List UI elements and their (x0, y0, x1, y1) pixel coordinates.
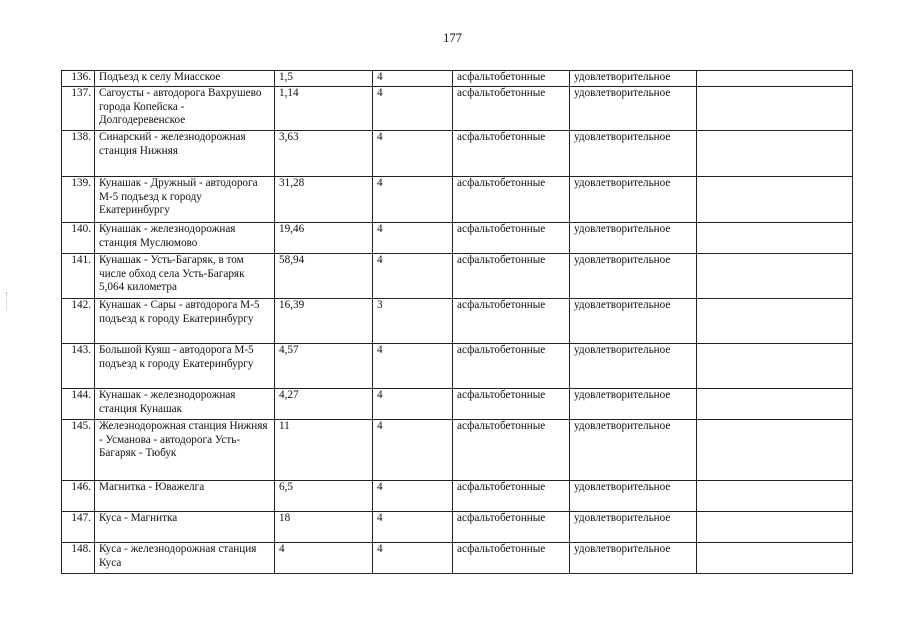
cell-length: 19,46 (275, 223, 373, 254)
cell-road-name: Куса - железнодорожная станция Куса (95, 543, 275, 574)
cell-condition: удовлетворительное (570, 512, 697, 543)
cell-length: 6,5 (275, 481, 373, 512)
cell-condition: удовлетворительное (570, 299, 697, 344)
cell-condition: удовлетворительное (570, 420, 697, 481)
cell-number: 148. (62, 543, 95, 574)
cell-category: 4 (373, 389, 453, 420)
cell-category: 4 (373, 344, 453, 389)
cell-number: 147. (62, 512, 95, 543)
cell-extra (697, 389, 853, 420)
cell-category: 4 (373, 131, 453, 177)
cell-surface: асфальтобетонные (453, 223, 570, 254)
cell-number: 145. (62, 420, 95, 481)
cell-road-name: Кунашак - Усть-Багаряк, в том числе обход села Усть-Багаряк 5,064 километра (95, 254, 275, 299)
margin-mark (6, 292, 8, 310)
cell-number: 140. (62, 223, 95, 254)
cell-length: 16,39 (275, 299, 373, 344)
table-row (62, 177, 853, 223)
cell-category: 4 (373, 254, 453, 299)
cell-surface: асфальтобетонные (453, 131, 570, 177)
cell-surface: асфальтобетонные (453, 543, 570, 574)
table-body (62, 71, 853, 574)
cell-condition: удовлетворительное (570, 481, 697, 512)
cell-length: 4 (275, 543, 373, 574)
cell-road-name: Железнодорожная станция Нижняя - Усманова - автодорога Усть-Багаряк - Тюбук (95, 420, 275, 481)
cell-road-name: Кунашак - железнодорожная станция Кунашак (95, 389, 275, 420)
cell-surface: асфальтобетонные (453, 481, 570, 512)
cell-condition: удовлетворительное (570, 389, 697, 420)
cell-length: 4,27 (275, 389, 373, 420)
cell-category: 4 (373, 420, 453, 481)
cell-extra (697, 254, 853, 299)
cell-extra (697, 71, 853, 87)
cell-category: 4 (373, 87, 453, 131)
cell-length: 11 (275, 420, 373, 481)
cell-number: 139. (62, 177, 95, 223)
cell-surface: асфальтобетонные (453, 512, 570, 543)
table-row (62, 512, 853, 543)
cell-length: 1,14 (275, 87, 373, 131)
cell-number: 138. (62, 131, 95, 177)
cell-length: 4,57 (275, 344, 373, 389)
cell-category: 4 (373, 512, 453, 543)
cell-length: 58,94 (275, 254, 373, 299)
cell-road-name: Куса - Магнитка (95, 512, 275, 543)
cell-surface: асфальтобетонные (453, 87, 570, 131)
cell-extra (697, 223, 853, 254)
table-row (62, 389, 853, 420)
cell-road-name: Большой Куяш - автодорога М-5 подъезд к городу Екатеринбургу (95, 344, 275, 389)
table-row (62, 344, 853, 389)
table-row (62, 543, 853, 574)
cell-condition: удовлетворительное (570, 543, 697, 574)
cell-road-name: Сагоусты - автодорога Вахрушево города Копейска - Долгодеревенское (95, 87, 275, 131)
cell-condition: удовлетворительное (570, 223, 697, 254)
cell-surface: асфальтобетонные (453, 254, 570, 299)
roads-table (61, 70, 853, 574)
cell-category: 4 (373, 481, 453, 512)
cell-surface: асфальтобетонные (453, 71, 570, 87)
cell-extra (697, 512, 853, 543)
cell-condition: удовлетворительное (570, 131, 697, 177)
cell-condition: удовлетворительное (570, 71, 697, 87)
cell-category: 3 (373, 299, 453, 344)
cell-surface: асфальтобетонные (453, 299, 570, 344)
cell-category: 4 (373, 177, 453, 223)
cell-surface: асфальтобетонные (453, 420, 570, 481)
table-row (62, 223, 853, 254)
cell-road-name: Синарский - железнодорожная станция Нижняя (95, 131, 275, 177)
table-row (62, 299, 853, 344)
cell-extra (697, 299, 853, 344)
cell-category: 4 (373, 71, 453, 87)
cell-extra (697, 131, 853, 177)
cell-length: 31,28 (275, 177, 373, 223)
cell-surface: асфальтобетонные (453, 389, 570, 420)
cell-extra (697, 543, 853, 574)
cell-condition: удовлетворительное (570, 254, 697, 299)
table-row (62, 420, 853, 481)
table-row (62, 254, 853, 299)
table-row (62, 481, 853, 512)
table-row (62, 87, 853, 131)
cell-road-name: Подъезд к селу Миасское (95, 71, 275, 87)
cell-road-name: Кунашак - железнодорожная станция Муслюмово (95, 223, 275, 254)
cell-extra (697, 87, 853, 131)
cell-number: 137. (62, 87, 95, 131)
cell-condition: удовлетворительное (570, 177, 697, 223)
cell-number: 136. (62, 71, 95, 87)
cell-extra (697, 481, 853, 512)
cell-road-name: Кунашак - Сары - автодорога М-5 подъезд к городу Екатеринбургу (95, 299, 275, 344)
cell-surface: асфальтобетонные (453, 177, 570, 223)
cell-length: 18 (275, 512, 373, 543)
cell-road-name: Кунашак - Дружный - автодорога М-5 подъезд к городу Екатеринбургу (95, 177, 275, 223)
cell-road-name: Магнитка - Юважелга (95, 481, 275, 512)
cell-extra (697, 420, 853, 481)
cell-category: 4 (373, 223, 453, 254)
cell-condition: удовлетворительное (570, 87, 697, 131)
page-number: 177 (443, 31, 462, 45)
cell-number: 144. (62, 389, 95, 420)
cell-number: 146. (62, 481, 95, 512)
cell-length: 3,63 (275, 131, 373, 177)
cell-condition: удовлетворительное (570, 344, 697, 389)
cell-category: 4 (373, 543, 453, 574)
table-row (62, 131, 853, 177)
cell-length: 1,5 (275, 71, 373, 87)
cell-extra (697, 344, 853, 389)
cell-number: 142. (62, 299, 95, 344)
cell-number: 143. (62, 344, 95, 389)
cell-surface: асфальтобетонные (453, 344, 570, 389)
table-row (62, 71, 853, 87)
cell-number: 141. (62, 254, 95, 299)
cell-extra (697, 177, 853, 223)
